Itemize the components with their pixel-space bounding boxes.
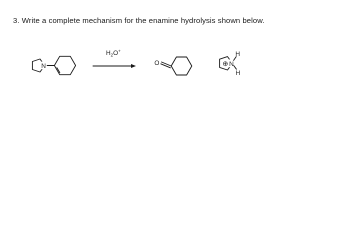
ammonium-hydrogen-bottom: H: [235, 70, 241, 78]
reagent-label: $H_2O^+$: [106, 48, 121, 58]
cyclohexene-ring: [54, 56, 75, 74]
reactant-enamine: [32, 56, 75, 74]
product-cyclohexanone: [154, 57, 192, 75]
product-pyrrolidinium: [220, 51, 241, 77]
carbonyl-bond: [162, 62, 172, 66]
carbonyl-double-bond: [161, 64, 171, 68]
cyclohexanone-ring: [171, 57, 192, 75]
reaction-conditions: [93, 49, 136, 68]
positive-charge-icon: ⊕: [222, 61, 229, 69]
ammonium-nitrogen: N: [229, 60, 234, 68]
n-h-bond-bottom: [234, 66, 237, 70]
reaction-arrowhead: [131, 64, 136, 68]
question-number: 3.: [13, 16, 20, 25]
ketone-oxygen: O: [154, 60, 160, 68]
ammonium-hydrogen-top: H: [235, 50, 241, 58]
reactant-nitrogen: N: [41, 63, 46, 70]
reaction-scheme: [0, 0, 350, 110]
question-text: Write a complete mechanism for the enamine hydrolysis shown below.: [21, 16, 265, 25]
